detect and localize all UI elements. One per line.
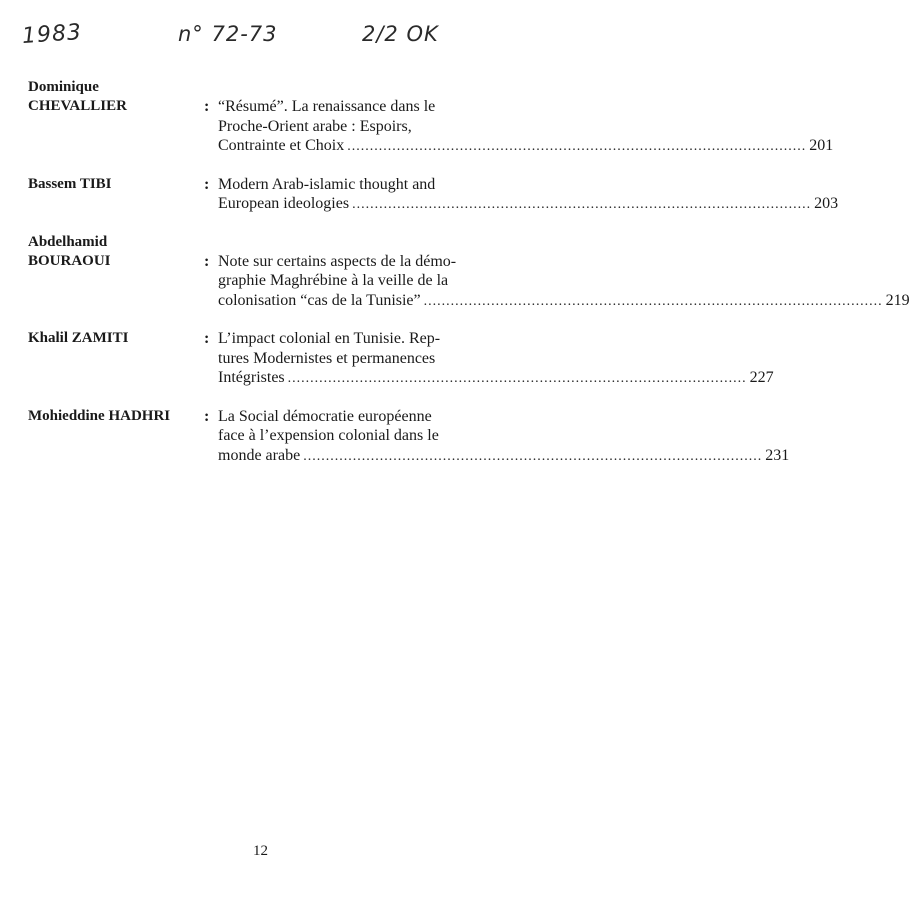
title-line: European ideologies: [218, 195, 350, 212]
page-reference: 203: [814, 195, 839, 212]
dot-leader: [347, 137, 806, 157]
page-reference: 227: [749, 369, 774, 386]
dot-leader: [288, 369, 747, 389]
title-line: colonisation “cas de la Tunisie”: [218, 291, 421, 309]
page-reference: 201: [809, 137, 834, 154]
title-line: Note sur certains aspects de la démo-: [218, 252, 457, 270]
handwritten-status: 2/2 OK: [362, 22, 439, 46]
author-name: [28, 329, 204, 348]
separator-colon: :: [204, 407, 210, 425]
author-name: [28, 78, 204, 116]
entry-title: [218, 407, 789, 467]
entry-title: [218, 175, 838, 215]
title-line: Modern Arab-islamic thought and: [218, 175, 436, 193]
title-last-line: [218, 136, 833, 157]
title-line: Contrainte et Choix: [218, 137, 345, 154]
title-line: La Social démocratie européenne: [218, 407, 432, 425]
author-last-name: BOURAOUI: [28, 252, 111, 269]
dot-leader: [303, 447, 762, 467]
author-last-name: CHEVALLIER: [28, 98, 127, 114]
entry-title: [218, 252, 910, 312]
dot-leader: [424, 292, 883, 312]
page-reference: 219: [885, 291, 910, 309]
separator-colon: :: [204, 252, 210, 270]
separator-colon: :: [204, 98, 210, 115]
separator-colon: :: [204, 330, 210, 347]
title-last-line: [218, 446, 789, 467]
handwritten-year: 1983: [21, 19, 83, 50]
title-last-line: [218, 368, 774, 389]
author-first-name: Bassem: [28, 175, 77, 192]
entry-title: [218, 329, 774, 389]
title-line: Intégristes: [218, 369, 285, 386]
title-line: Proche-Orient arabe : Espoirs,: [218, 117, 412, 135]
title-last-line: [218, 291, 910, 312]
author-first-name: Dominique: [28, 79, 99, 95]
author-first-name: Mohieddine: [28, 407, 105, 424]
page-reference: 231: [765, 446, 790, 464]
handwritten-issue-number: n° 72-73: [178, 22, 278, 46]
author-last-name: TIBI: [79, 175, 112, 192]
dot-leader: [352, 195, 811, 215]
separator-colon: :: [204, 175, 210, 193]
toc-entry: [28, 175, 839, 215]
entry-title: [218, 97, 833, 157]
page-number: 12: [253, 843, 268, 859]
title-line: tures Modernistes et permanences: [218, 349, 436, 367]
title-last-line: [218, 194, 838, 215]
toc-entry: [28, 233, 910, 312]
author-first-name: Abdelhamid: [28, 233, 108, 250]
toc-entry: [28, 78, 834, 157]
author-name: [28, 233, 204, 271]
author-name: [28, 175, 204, 194]
toc-entry: [28, 329, 774, 389]
author-last-name: HADHRI: [108, 407, 171, 424]
toc-entry: [28, 407, 790, 467]
title-line: monde arabe: [218, 446, 301, 464]
title-line: face à l’expension colonial dans le: [218, 427, 439, 444]
author-name: [28, 407, 204, 426]
author-first-name: Khalil: [28, 330, 69, 346]
title-line: L’impact colonial en Tunisie. Rep-: [218, 330, 441, 347]
title-line: “Résumé”. La renaissance dans le: [218, 98, 436, 115]
title-line: graphie Maghrébine à la veille de la: [218, 272, 449, 289]
author-last-name: ZAMITI: [71, 330, 129, 346]
table-of-contents: [28, 78, 910, 484]
